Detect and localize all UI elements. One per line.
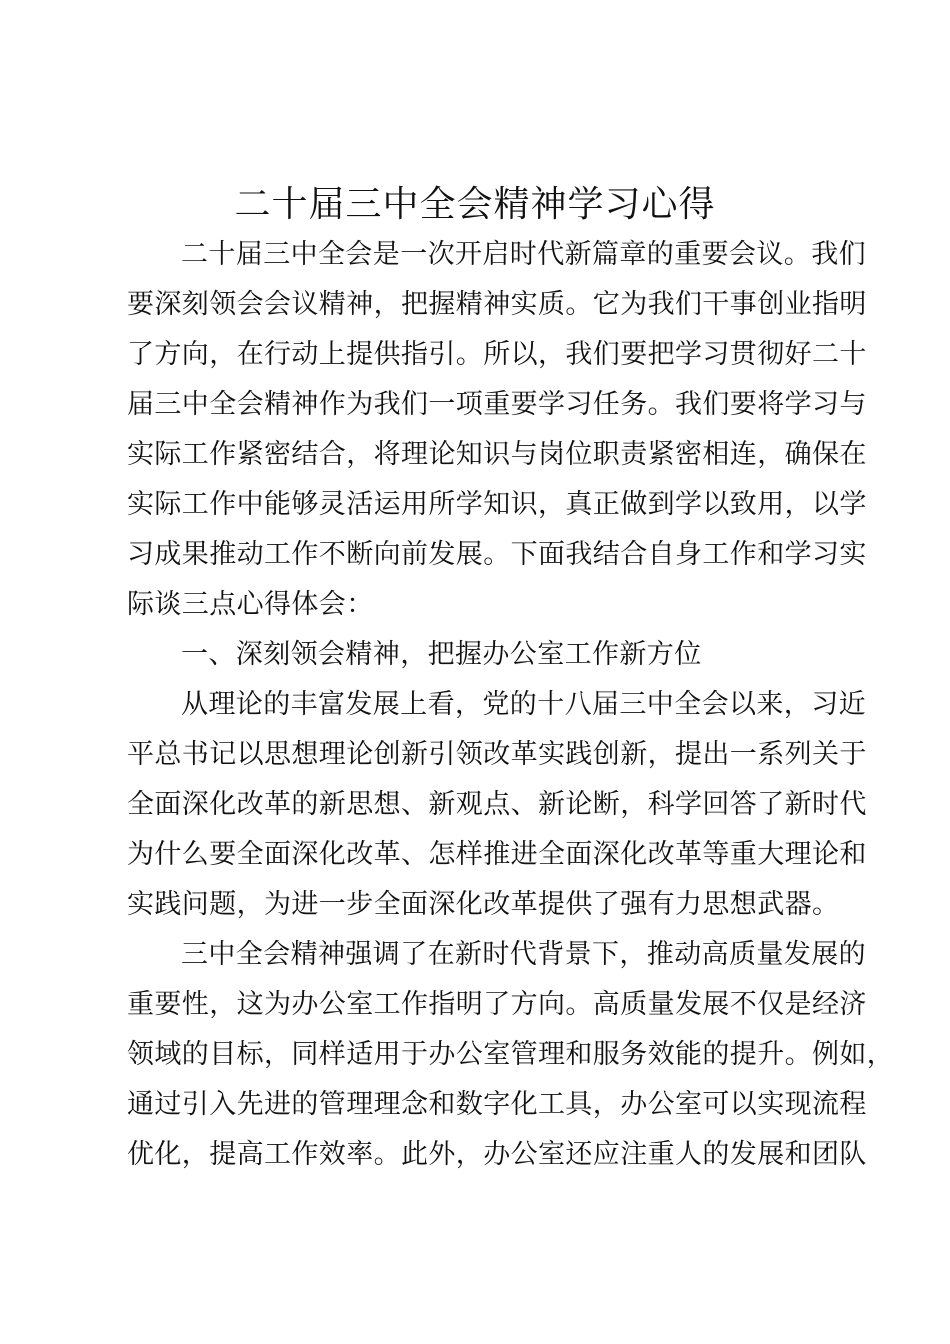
paragraph-line: 平总书记以思想理论创新引领改革实践创新，提出一系列关于 — [127, 739, 867, 770]
paragraph-line: 领域的目标，同样适用于办公室管理和服务效能的提升。例如， — [127, 1039, 895, 1070]
paragraph-line: 实际工作中能够灵活运用所学知识，真正做到学以致用，以学 — [127, 489, 867, 520]
paragraph-line: 要深刻领会会议精神，把握精神实质。它为我们干事创业指明 — [127, 289, 867, 320]
document-title: 二十届三中全会精神学习心得 — [234, 184, 716, 225]
paragraph-line: 重要性，这为办公室工作指明了方向。高质量发展不仅是经济 — [127, 989, 867, 1020]
document-body — [127, 230, 895, 1180]
paragraph-line: 二十届三中全会是一次开启时代新篇章的重要会议。我们 — [181, 239, 866, 270]
paragraph-line: 从理论的丰富发展上看，党的十八届三中全会以来，习近 — [181, 689, 866, 720]
paragraph-line: 了方向，在行动上提供指引。所以，我们要把学习贯彻好二十 — [127, 339, 867, 370]
paragraph-line: 为什么要全面深化改革、怎样推进全面深化改革等重大理论和 — [127, 839, 867, 870]
paragraph-line: 习成果推动工作不断向前发展。下面我结合自身工作和学习实 — [127, 539, 867, 570]
paragraph-line: 三中全会精神强调了在新时代背景下，推动高质量发展的 — [181, 939, 866, 970]
paragraph-line: 优化，提高工作效率。此外，办公室还应注重人的发展和团队 — [127, 1139, 867, 1170]
paragraph-line: 通过引入先进的管理理念和数字化工具，办公室可以实现流程 — [127, 1089, 867, 1120]
section-heading: 一、深刻领会精神，把握办公室工作新方位 — [181, 639, 702, 670]
paragraph-line: 届三中全会精神作为我们一项重要学习任务。我们要将学习与 — [127, 389, 867, 420]
paragraph-line: 全面深化改革的新思想、新观点、新论断，科学回答了新时代 — [127, 789, 867, 820]
paragraph-line: 实践问题，为进一步全面深化改革提供了强有力思想武器。 — [127, 889, 840, 920]
paragraph-line: 实际工作紧密结合，将理论知识与岗位职责紧密相连，确保在 — [127, 439, 867, 470]
paragraph-line: 际谈三点心得体会： — [127, 589, 374, 620]
